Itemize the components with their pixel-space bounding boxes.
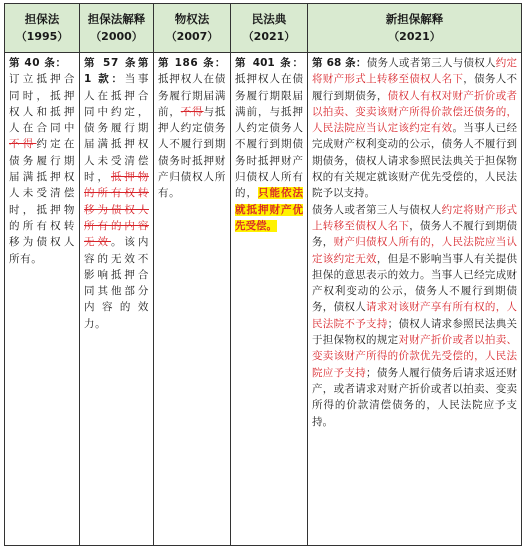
cell-civil-code-art401: 第 401 条：抵押权人在债务履行期限届满前，与抵押人约定债务人不履行到期债务时抵押财产归债权人所有的，只能依法就抵押财产优先受偿。 [231, 53, 308, 546]
header-new-guarantee-interpretation: 新担保解释 （2021） [308, 4, 522, 53]
cell-guarantee-law-art40: 第 40 条： 订立抵押合同时，抵押权人和抵押人在合同中不得约定在债务履行期届满抵押权人未受清偿时，抵押物的所有权转移为债权人所有。 [5, 53, 80, 546]
article-number: 第 186 条： [158, 57, 226, 69]
cell-interpretation-art57: 第 57 条第 1 款：当事人在抵押合同中约定，债务履行期届满抵押权人未受清偿时，抵押物的所有权转移为债权人所有的内容无效。该内容的无效不影响抵押合同其他部分内容的效力。 [80, 53, 154, 546]
highlighted-text: 只能依法就抵押财产优先受偿。 [235, 187, 303, 232]
header-row [5, 4, 522, 53]
article-number: 第 57 条第 1 款： [84, 57, 149, 86]
cell-new-interpretation-art68: 第 68 条：债务人或者第三人与债权人约定将财产形式上转移至债权人名下，债务人不履行到期债务，债权人有权对财产折价或者以拍卖、变卖该财产所得价款偿还债务的，人民法院应当认定该约定有效。当事人已经完成财产权利变动的公示，债务人不履行到期债务，债权人请求参照民法典关于担保物权的有关规定就该财产优先受偿的，人民法院予以支持。 债务人或者第三人与债权人约定将财产形式上转移至债权人名下，债务人不履行到期债务，财产归债权人所有的，人民法院应当认定该约定无效，但是不影响当事人有关提供担保的意思表示的效力。当事人已经完成财产权利变动的公示，债务人不履行到期债务，债权人请求对该财产享有所有权的，人民法院不予支持；债权人请求参照民法典关于担保物权的规定对财产折价或者以拍卖、变卖该财产所得的价款优先受偿的，人民法院应予支持；债务人履行债务后请求返还财产，或者请求对财产折价或者以拍卖、变卖所得的价款清偿债务的，人民法院应予支持。 [308, 53, 522, 546]
header-guarantee-law-interpretation: 担保法解释 （2000） [80, 4, 154, 53]
cell-property-law-art186: 第 186 条：抵押权人在债务履行期届满前，不得与抵押人约定债务人不履行到期债务时抵押财产归债权人所有。 [154, 53, 231, 546]
header-property-law: 物权法 （2007） [154, 4, 231, 53]
header-civil-code: 民法典 （2021） [231, 4, 308, 53]
article-number: 第 68 条： [312, 57, 367, 69]
struck-text: 抵押物的所有权转移为债权人所有的内容无效 [84, 171, 149, 249]
law-comparison-table [4, 3, 522, 546]
struck-text: 不得 [9, 138, 37, 151]
header-guarantee-law: 担保法 （1995） [5, 4, 80, 53]
comparison-table-wrapper [4, 3, 521, 546]
struck-text: 不得 [180, 105, 204, 118]
content-row [5, 53, 522, 546]
article-number: 第 40 条： [9, 57, 67, 69]
article-number: 第 401 条： [235, 57, 303, 69]
